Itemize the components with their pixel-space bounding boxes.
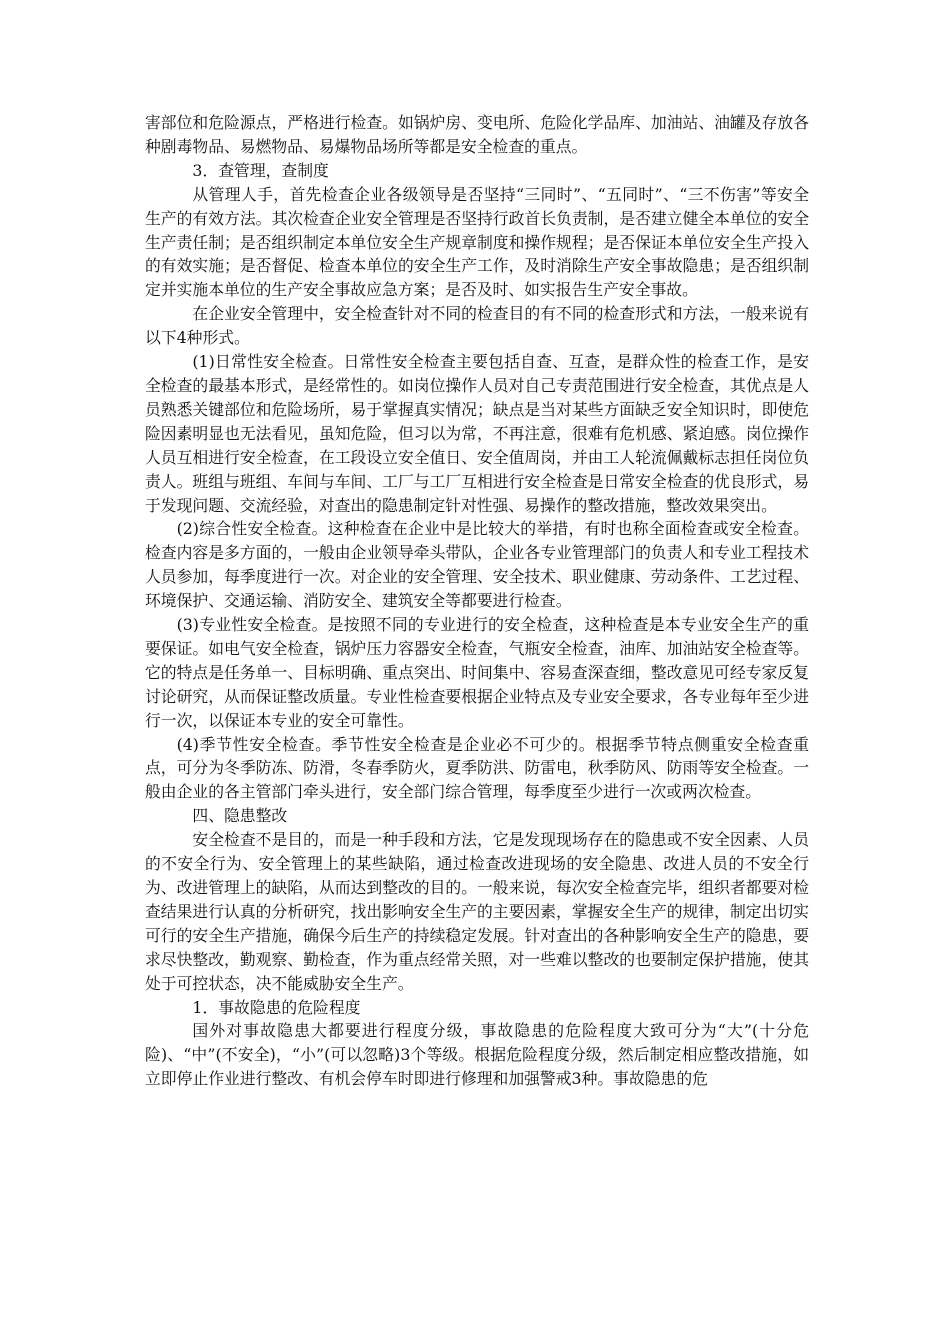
paragraph: 害部位和危险源点，严格进行检查。如锅炉房、变电所、危险化学品库、加油站、油罐及存放各种剧毒物品、易燃物品、易爆物品场所等都是安全检查的重点。	[145, 113, 809, 156]
section-heading: 1．事故隐患的危险程度	[192, 997, 361, 1017]
section-heading: 3．查管理，查制度	[192, 160, 329, 180]
list-item: (4)季节性安全检查。季节性安全检查是企业必不可少的。根据季节特点侧重安全检查重点，可分为冬季防冻、防滑，冬春季防火，夏季防洪、防雷电，秋季防风、防雨等安全检查。一般由企业的各主管部门牵头进行，安全部门综合管理，每季度至少进行一次或两次检查。	[145, 734, 809, 802]
list-item: (2)综合性安全检查。这种检查在企业中是比较大的举措，有时也称全面检查或安全检查。检查内容是多方面的，一般由企业领导牵头带队，企业各专业管理部门的负责人和专业工程技术人员参加，每季度进行一次。对企业的安全管理、安全技术、职业健康、劳动条件、工艺过程、环境保护、交通运输、消防安全、建筑安全等都要进行检查。	[145, 519, 809, 611]
list-item: (3)专业性安全检查。是按照不同的专业进行的安全检查，这种检查是本专业安全生产的重要保证。如电气安全检查，锅炉压力容器安全检查，气瓶安全检查，油库、加油站安全检查等。它的特点是任务单一、目标明确、重点突出、时间集中、容易查深查细，整改意见可经专家反复讨论研究，从而保证整改质量。专业性检查要根据企业特点及专业安全要求，各专业每年至少进行一次，以保证本专业的安全可靠性。	[145, 615, 809, 730]
paragraph: 从管理人手，首先检查企业各级领导是否坚持“三同时”、“五同时”、“三不伤害”等安全生产的有效方法。其次检查企业安全管理是否坚持行政首长负责制，是否建立健全本单位的安全生产责任制；是否组织制定本单位安全生产规章制度和操作规程；是否保证本单位安全生产投入的有效实施；是否督促、检查本单位的安全生产工作，及时消除生产安全事故隐患；是否组织制定并实施本单位的生产安全事故应急方案；是否及时、如实报告生产安全事故。	[145, 184, 809, 300]
document-page	[145, 111, 809, 1091]
paragraph: 安全检查不是目的，而是一种手段和方法，它是发现现场存在的隐患或不安全因素、人员的不安全行为、安全管理上的某些缺陷，通过检查改进现场的安全隐患、改进人员的不安全行为、改进管理上的缺陷，从而达到整改的目的。一般来说，每次安全检查完毕，组织者都要对检查结果进行认真的分析研究，找出影响安全生产的主要因素，掌握安全生产的规律，制定出切实可行的安全生产措施，确保今后生产的持续稳定发展。针对查出的各种影响安全生产的隐患，要求尽快整改，勤观察、勤检查，作为重点经常关照，对一些难以整改的也要制定保护措施，使其处于可控状态，决不能威胁安全生产。	[145, 830, 809, 993]
section-heading: 四、隐患整改	[192, 806, 288, 826]
paragraph: 在企业安全管理中，安全检查针对不同的检查目的有不同的检查形式和方法，一般来说有以下4种形式。	[145, 304, 809, 348]
paragraph: 国外对事故隐患大都要进行程度分级，事故隐患的危险程度大致可分为“大”(十分危险)、“中”(不安全)，“小”(可以忽略)3个等级。根据危险程度分级，然后制定相应整改措施，如立即停止作业进行整改、有机会停车时即进行修理和加强警戒3种。事故隐患的危	[145, 1021, 809, 1089]
list-item: (1)日常性安全检查。日常性安全检查主要包括自查、互查，是群众性的检查工作，是安全检查的最基本形式，是经常性的。如岗位操作人员对自己专责范围进行安全检查，其优点是人员熟悉关键部位和危险场所，易于掌握真实情况；缺点是当对某些方面缺乏安全知识时，即使危险因素明显也无法看见，虽知危险，但习以为常，不再注意，很难有危机感、紧迫感。岗位操作人员互相进行安全检查，在工段设立安全值日、安全值周岗，并由工人轮流佩戴标志担任岗位负责人。班组与班组、车间与车间、工厂与工厂互相进行安全检查是日常安全检查的优良形式，易于发现问题、交流经验，对查出的隐患制定针对性强、易操作的整改措施，整改效果突出。	[145, 352, 809, 515]
